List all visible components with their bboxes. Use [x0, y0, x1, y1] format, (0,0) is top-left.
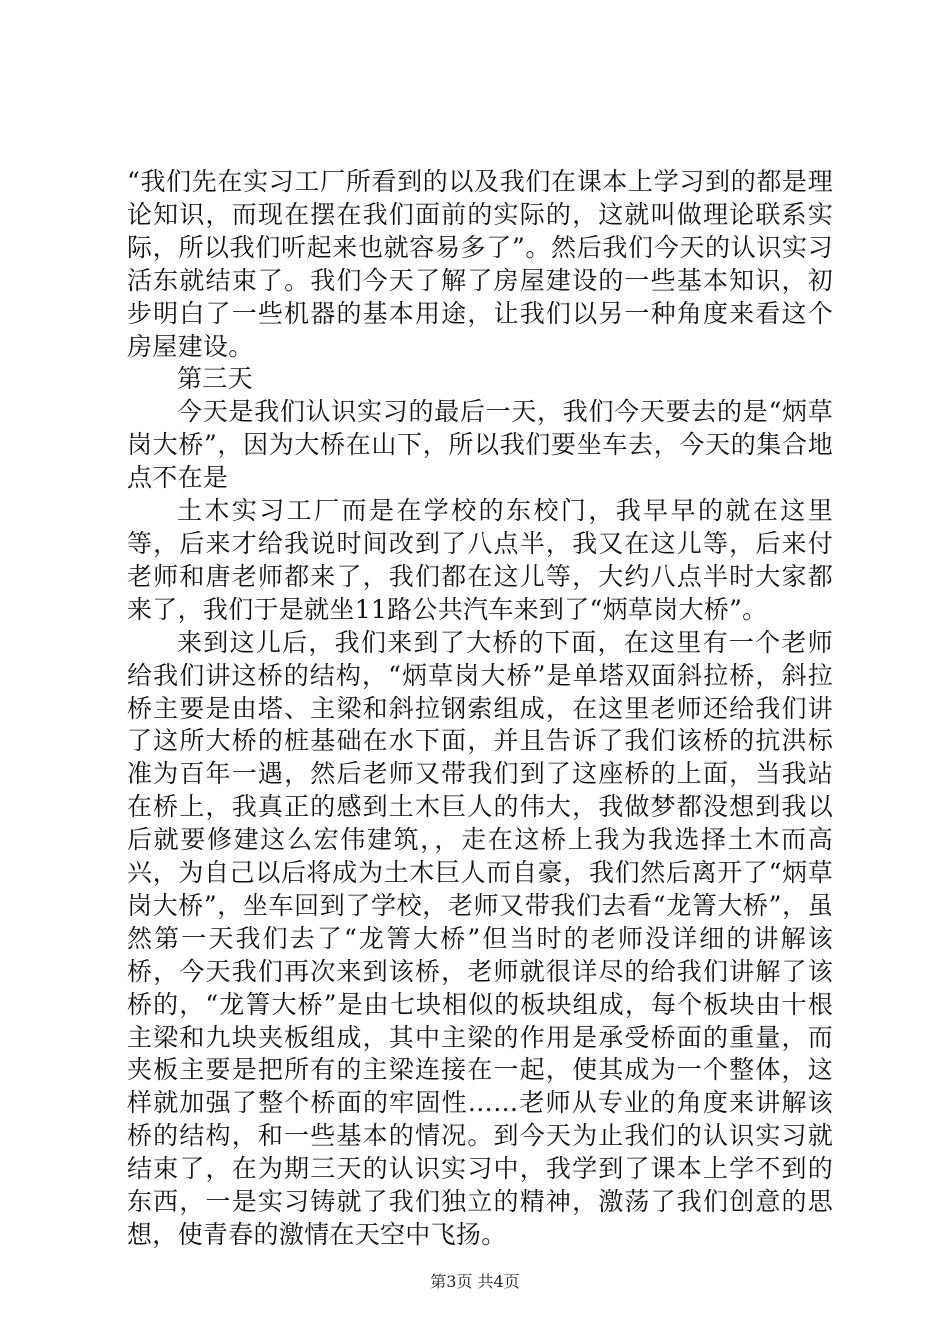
section-heading-day-three: 第三天	[177, 364, 253, 394]
paragraph-intro: “我们先在实习工厂所看到的以及我们在课本上学习到的都是理论知识，而现在摆在我们面前的实际的，这就叫做理论联系实际，所以我们听起来也就容易多了”。然后我们今天的认识实习活东就结束了。我们今天了解了房屋建设的一些基本知识，初步明白了一些机器的基本用途，让我们以另一种角度来看这个房屋建设。	[127, 167, 833, 361]
paragraph-meeting-place: 土木实习工厂而是在学校的东校门，我早早的就在这里等，后来才给我说时间改到了八点半，我又在这儿等，后来付老师和唐老师都来了，我们都在这儿等，大约八点半时大家都来了，我们于是就坐11路公共汽车来到了“炳草岗大桥”。	[127, 496, 833, 624]
paragraph-bridge-visit: 来到这儿后，我们来到了大桥的下面，在这里有一个老师给我们讲这桥的结构，“炳草岗大桥”是单塔双面斜拉桥，斜拉桥主要是由塔、主梁和斜拉钢索组成，在这里老师还给我们讲了这所大桥的桩基础在水下面，并且告诉了我们该桥的抗洪标准为百年一遇，然后老师又带我们到了这座桥的上面，当我站在桥上，我真正的感到土木巨人的伟大，我做梦都没想到我以后就要修建这么宏伟建筑，，走在这桥上我为我选择土木而高兴，为自己以后将成为土木巨人而自豪，我们然后离开了“炳草岗大桥”，坐车回到了学校，老师又带我们去看“龙箐大桥”，虽然第一天我们去了“龙箐大桥”但当时的老师没详细的讲解该桥，今天我们再次来到该桥，老师就很详尽的给我们讲解了该桥的，“龙箐大桥”是由七块相似的板块组成，每个板块由十根主梁和九块夹板组成，其中主梁的作用是承受桥面的重量，而夹板主要是把所有的主梁连接在一起，使其成为一个整体，这样就加强了整个桥面的牢固性……老师从专业的角度来讲解该桥的结构，和一些基本的情况。到今天为止我们的认识实习就结束了，在为期三天的认识实习中，我学到了课本上学不到的东西，一是实习铸就了我们独立的精神，激荡了我们创意的思想，使青春的激情在天空中飞扬。	[127, 627, 833, 1249]
page-number-footer: 第3页 共4页	[430, 1272, 520, 1291]
document-body	[127, 166, 833, 1252]
paragraph-day-three-start: 今天是我们认识实习的最后一天，我们今天要去的是“炳草岗大桥”，因为大桥在山下，所以我们要坐车去，今天的集合地点不在是	[127, 397, 833, 493]
